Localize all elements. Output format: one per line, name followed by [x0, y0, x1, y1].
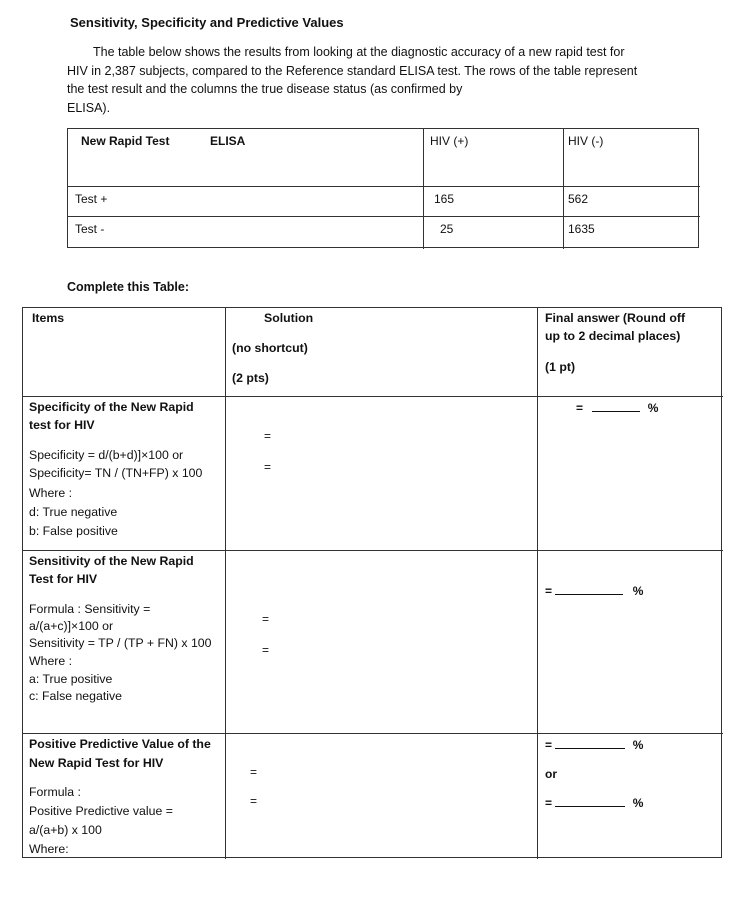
intro-line-4: ELISA).: [67, 100, 111, 115]
specificity-formula-1: Specificity = d/(b+d)]×100 or: [29, 448, 184, 462]
ppv-title-line1: Positive Predictive Value of the: [29, 737, 211, 751]
sensitivity-answer-field[interactable]: [545, 583, 643, 598]
header-items: Items: [32, 311, 65, 325]
header-hiv-positive: HIV (+): [430, 134, 469, 148]
header-final-answer-line2: up to 2 decimal places): [545, 329, 681, 343]
answer-table: [22, 307, 722, 858]
specificity-b-def: b: False positive: [29, 524, 118, 538]
sensitivity-solution-eq-2: =: [262, 643, 270, 657]
intro-paragraph: [67, 43, 667, 117]
specificity-formula-2: Specificity= TN / (TN+FP) x 100: [29, 466, 203, 480]
complete-table-label: Complete this Table:: [67, 280, 190, 294]
header-solution: Solution: [264, 311, 314, 325]
ppv-title-line2: New Rapid Test for HIV: [29, 756, 164, 770]
intro-line-1: The table below shows the results from looking at the diagnostic accuracy of a new rapid test for: [93, 45, 625, 59]
sensitivity-where: Where :: [29, 654, 73, 668]
page-title: Sensitivity, Specificity and Predictive Values: [70, 15, 344, 30]
specificity-answer-field[interactable]: [576, 400, 658, 415]
cell-test-negative-hiv-negative: 1635: [568, 222, 595, 236]
specificity-answer-percent: %: [647, 401, 659, 415]
ppv-answer-field-1[interactable]: [545, 737, 643, 752]
ppv-answer-percent-2: %: [632, 796, 644, 810]
intro-line-2: HIV in 2,387 subjects, compared to the Reference standard ELISA test. The rows of the table represent: [67, 63, 638, 78]
row-test-negative-label: Test -: [75, 222, 105, 236]
ppv-answer-eq-2: =: [545, 796, 553, 810]
sensitivity-formula-1: Formula : Sensitivity =: [29, 602, 151, 616]
header-no-shortcut: (no shortcut): [232, 341, 308, 355]
ppv-or-label: or: [545, 767, 557, 781]
header-final-answer-line1: Final answer (Round off: [545, 311, 686, 325]
ppv-answer-blank-1[interactable]: [555, 737, 625, 749]
sensitivity-answer-percent: %: [632, 584, 644, 598]
sensitivity-answer-blank[interactable]: [555, 583, 623, 595]
sensitivity-title-line1: Sensitivity of the New Rapid: [29, 554, 194, 568]
cell-test-positive-hiv-positive: 165: [434, 192, 455, 206]
intro-line-3: the test result and the columns the true disease status (as confirmed by: [67, 82, 463, 96]
specificity-answer-blank[interactable]: [592, 400, 640, 412]
row-test-positive-label: Test +: [75, 192, 108, 206]
specificity-solution-eq-2: =: [264, 460, 272, 474]
ppv-answer-blank-2[interactable]: [555, 795, 625, 807]
ppv-answer-field-2[interactable]: [545, 795, 643, 810]
cell-test-positive-hiv-negative: 562: [568, 192, 589, 206]
header-hiv-negative: HIV (-): [568, 134, 604, 148]
ppv-solution-eq-1: =: [250, 765, 258, 779]
ppv-formula-1: Positive Predictive value =: [29, 804, 173, 818]
sensitivity-answer-eq: =: [545, 584, 553, 598]
ppv-answer-percent-1: %: [632, 738, 644, 752]
sensitivity-formula-3: Sensitivity = TP / (TP + FN) x 100: [29, 636, 212, 650]
specificity-where: Where :: [29, 486, 73, 500]
ppv-solution-eq-2: =: [250, 794, 258, 808]
sensitivity-title-line2: Test for HIV: [29, 572, 98, 586]
header-final-points: (1 pt): [545, 360, 576, 374]
header-solution-points: (2 pts): [232, 371, 269, 385]
sensitivity-solution-eq-1: =: [262, 612, 270, 626]
ppv-where: Where:: [29, 842, 69, 856]
specificity-answer-eq: =: [576, 401, 584, 415]
header-elisa: ELISA: [210, 134, 246, 148]
ppv-answer-eq-1: =: [545, 738, 553, 752]
specificity-title-line1: Specificity of the New Rapid: [29, 400, 194, 414]
cell-test-negative-hiv-positive: 25: [440, 222, 454, 236]
specificity-title-line2: test for HIV: [29, 418, 95, 432]
specificity-solution-eq-1: =: [264, 429, 272, 443]
sensitivity-a-def: a: True positive: [29, 672, 113, 686]
sensitivity-formula-2: a/(a+c)]×100 or: [29, 619, 114, 633]
sensitivity-c-def: c: False negative: [29, 689, 122, 703]
specificity-d-def: d: True negative: [29, 505, 118, 519]
ppv-formula-2: a/(a+b) x 100: [29, 823, 102, 837]
contingency-table: [67, 128, 699, 248]
header-new-rapid-test: New Rapid Test: [81, 134, 170, 148]
ppv-formula-label: Formula :: [29, 785, 81, 799]
